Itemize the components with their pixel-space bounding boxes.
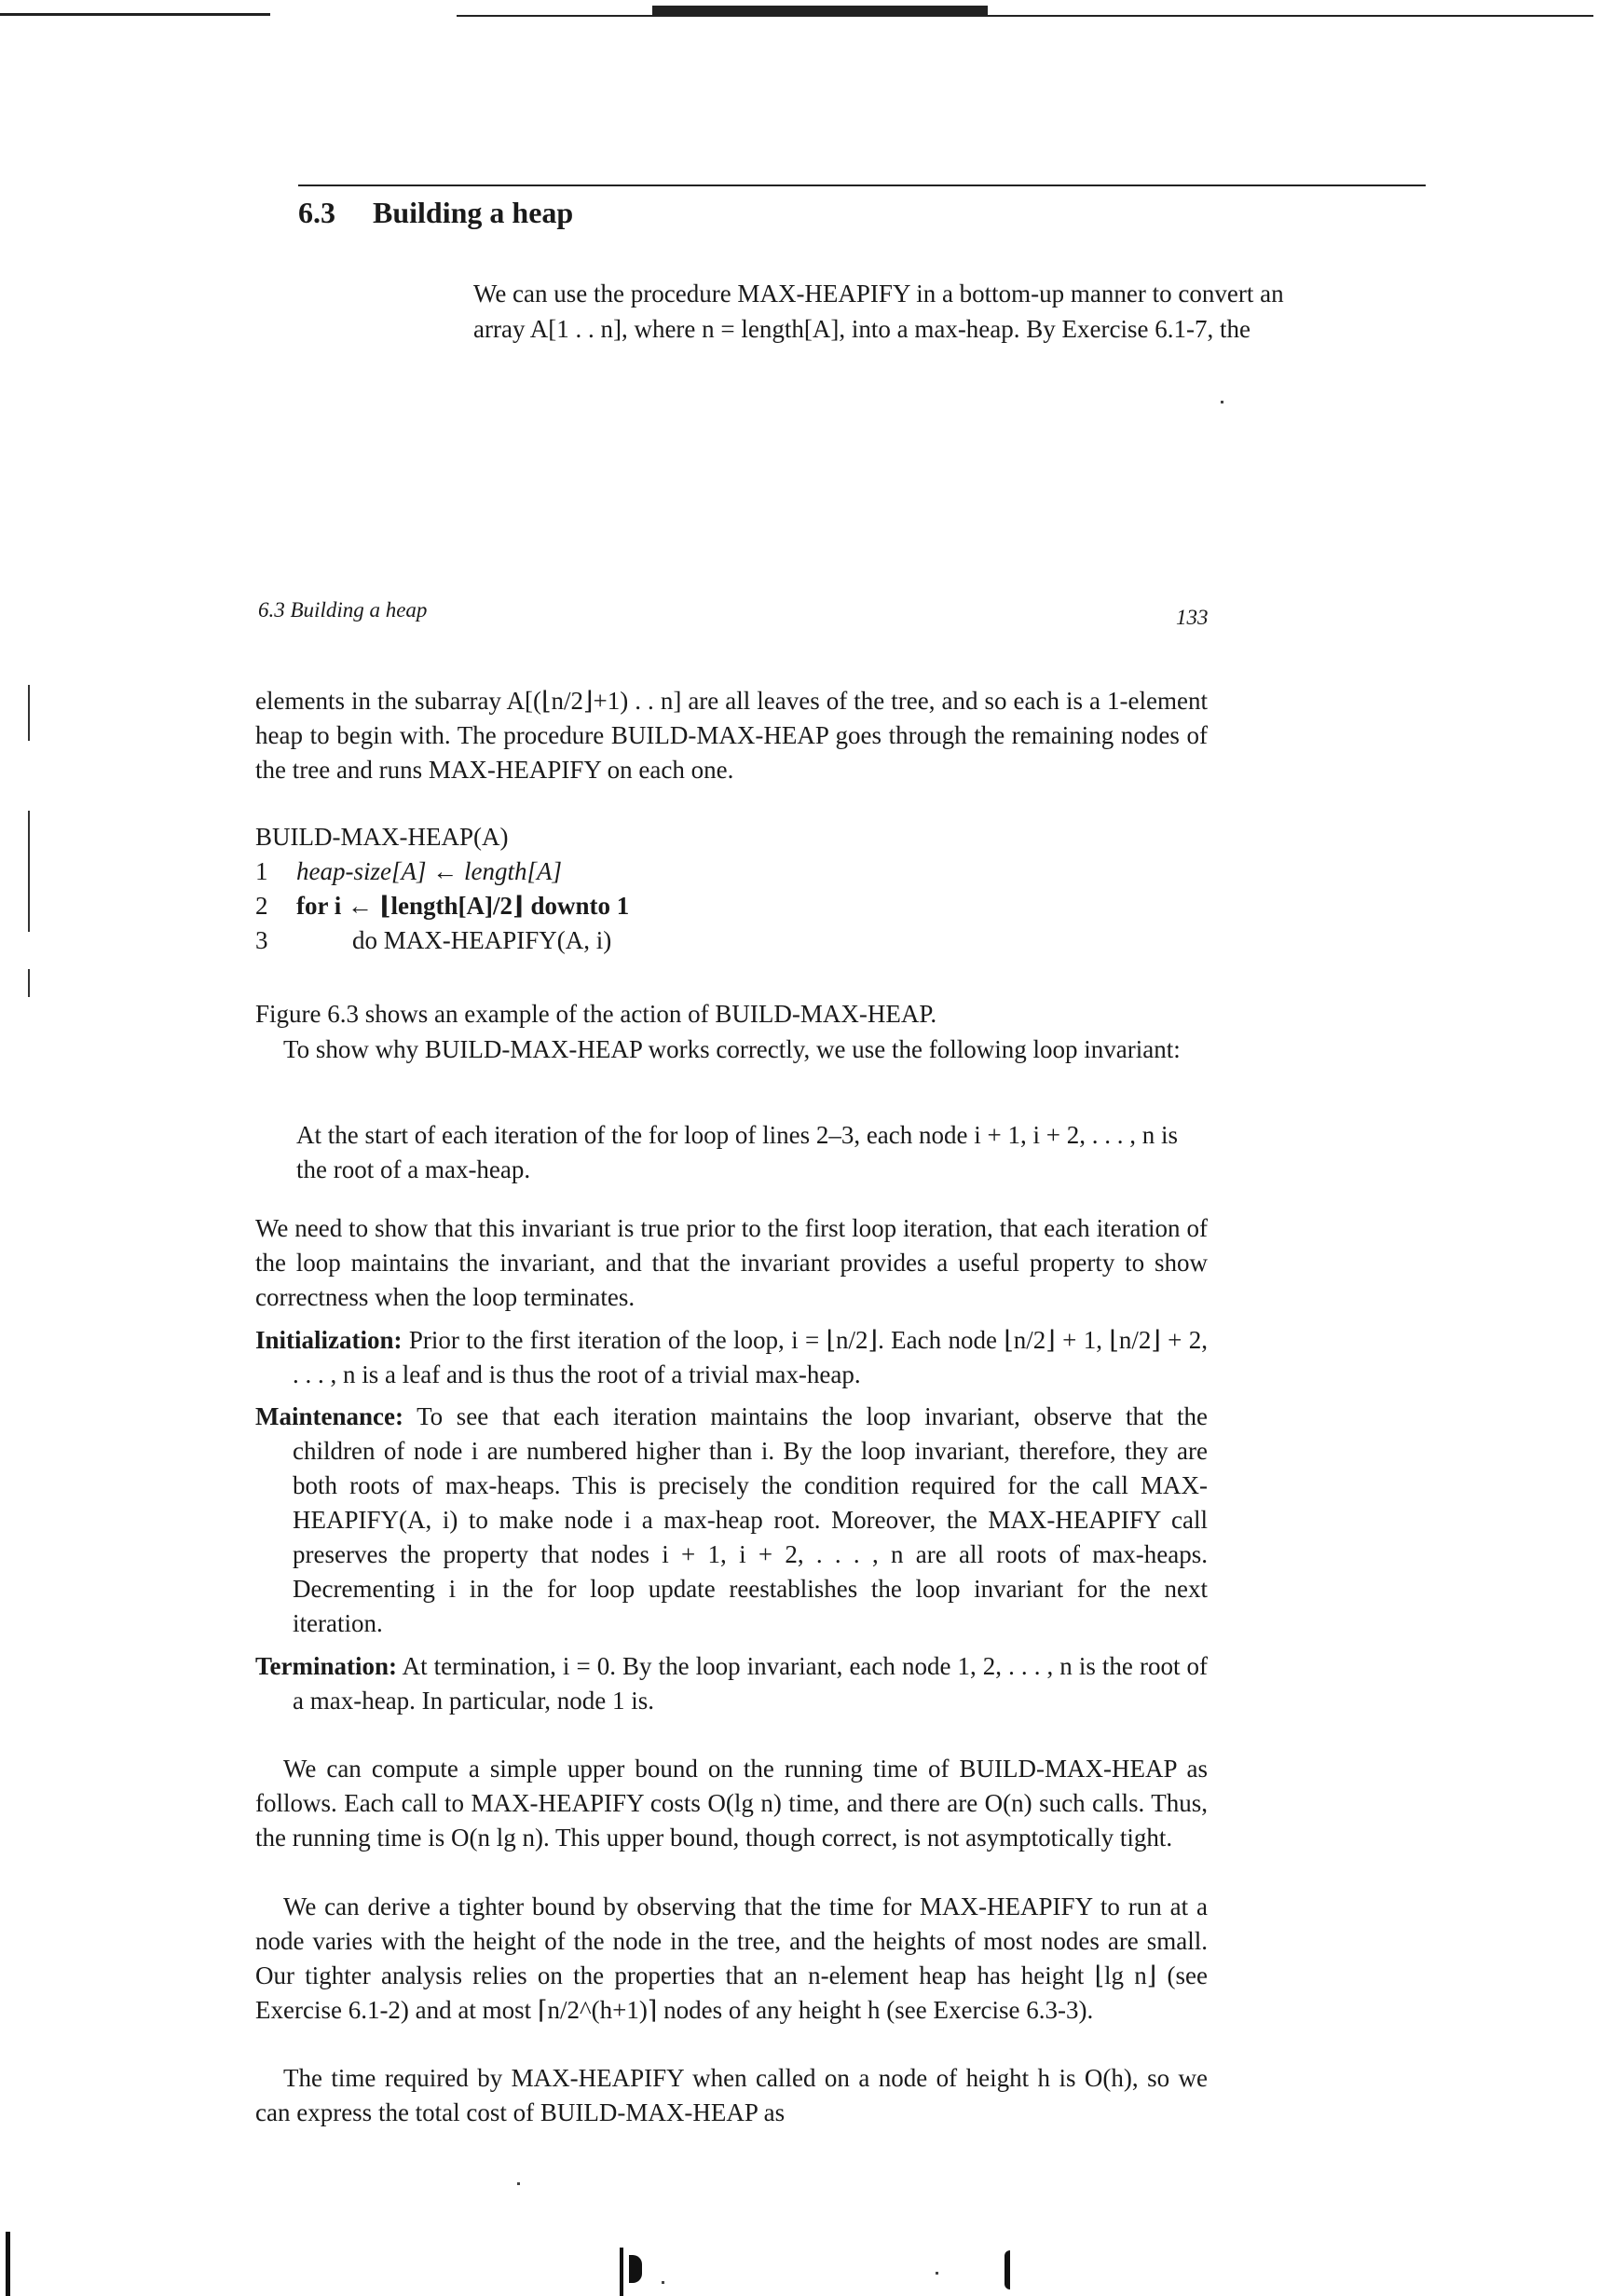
scan-mark xyxy=(6,2232,10,2296)
paragraph: To show why BUILD-MAX-HEAP works correctly, we use the following loop invariant: xyxy=(283,1035,1181,1063)
paragraph: Figure 6.3 shows an example of the action of BUILD-MAX-HEAP. xyxy=(255,1000,937,1028)
item-text: To see that each iteration maintains the loop invariant, observe that the children of node i are numbered higher than i. By the loop invariant, therefore, they are both roots of max-heaps. This is precisely the condition required for the call MAX-HEAPIFY(A, i) to make node i a max-heap root. Moreover, the MAX-HEAPIFY call preserves the property that nodes i + 1, i + 2, . . . , n are all roots of max-heaps. Decrementing i in the for loop update reestablishes the loop invariant for the next iteration. xyxy=(293,1402,1208,1637)
margin-mark xyxy=(28,685,30,741)
line-number: 3 xyxy=(255,926,268,954)
paragraph: We can compute a simple upper bound on the running time of BUILD-MAX-HEAP as follows. Each call to MAX-HEAPIFY costs O(lg n) time, and there are O(n) such calls. Thus, the running time is O(n lg n). This upper bound, though correct, is not asymptotically tight. xyxy=(255,1755,1208,1852)
code-line xyxy=(255,923,629,958)
running-head-title: 6.3 Building a heap xyxy=(258,598,428,622)
code-text: heap-size[A] ← length[A] xyxy=(296,857,562,885)
section-number: 6.3 xyxy=(298,196,335,229)
item-text: Prior to the first iteration of the loop, i = ⌊n/2⌋. Each node ⌊n/2⌋ + 1, ⌊n/2⌋ + 2, . . . , n is a leaf and is thus the root of a trivial max-heap. xyxy=(293,1326,1208,1388)
scan-speck xyxy=(936,2272,938,2275)
scan-speck xyxy=(662,2281,664,2284)
scan-edge-line xyxy=(457,15,1593,17)
pseudocode-block xyxy=(255,820,629,958)
section-heading xyxy=(298,196,573,230)
termination-item xyxy=(255,1649,1208,1718)
initialization-item xyxy=(255,1323,1208,1392)
code-line xyxy=(255,889,629,923)
paragraph: elements in the subarray A[(⌊n/2⌋+1) . . n] are all leaves of the tree, and so each is a 1-element heap to begin with. The procedure BUILD-MAX-HEAP goes through the remaining nodes of the tree and runs MAX-HEAPIFY on each one. xyxy=(255,687,1208,784)
code-text: for i ← ⌊length[A]/2⌋ downto 1 xyxy=(296,892,630,920)
intro-paragraph xyxy=(473,276,1426,347)
paragraph: We can derive a tighter bound by observing that the time for MAX-HEAPIFY to run at a node varies with the height of the node in the tree, and the heights of most nodes are small. Our tighter analysis relies on the properties that an n-element heap has height ⌊lg n⌋ (see Exercise 6.1-2) and at most ⌈n/2^(h+1)⌉ nodes of any height h (see Exercise 6.3-3). xyxy=(255,1893,1208,2024)
line-number: 1 xyxy=(255,857,268,885)
item-label: Maintenance: xyxy=(255,1402,403,1430)
scan-mark xyxy=(1004,2250,1010,2289)
procedure-name: BUILD-MAX-HEAP(A) xyxy=(255,823,509,851)
scan-mark xyxy=(620,2248,623,2296)
scan-edge-bar xyxy=(652,6,988,17)
scan-mark xyxy=(629,2255,642,2283)
section-rule xyxy=(298,184,1426,186)
item-label: Initialization: xyxy=(255,1326,403,1354)
margin-mark xyxy=(28,811,30,932)
intro-line: array A[1 . . n], where n = length[A], into a max-heap. By Exercise 6.1-7, the xyxy=(473,315,1250,343)
intro-line: We can use the procedure MAX-HEAPIFY in a bottom-up manner to convert an xyxy=(473,280,1284,308)
scan-speck xyxy=(1221,401,1223,403)
code-text: do MAX-HEAPIFY(A, i) xyxy=(352,926,612,954)
paragraph: The time required by MAX-HEAPIFY when called on a node of height h is O(h), so we can express the total cost of BUILD-MAX-HEAP as xyxy=(255,2064,1208,2126)
section-title: Building a heap xyxy=(373,196,574,229)
margin-mark xyxy=(28,969,30,997)
paragraph: We need to show that this invariant is true prior to the first loop iteration, that each iteration of the loop maintains the invariant, and that the invariant provides a useful property to show correctness when the loop terminates. xyxy=(255,1214,1208,1311)
loop-invariant: At the start of each iteration of the for loop of lines 2–3, each node i + 1, i + 2, . . . , n is the root of a max-heap. xyxy=(296,1121,1178,1183)
code-line xyxy=(255,854,629,889)
item-label: Termination: xyxy=(255,1652,398,1680)
scan-speck xyxy=(517,2182,520,2185)
page-number: 133 xyxy=(1176,606,1209,629)
item-text: At termination, i = 0. By the loop invariant, each node 1, 2, . . . , n is the root of a max-heap. In particular, node 1 is. xyxy=(293,1652,1208,1715)
scan-edge-line xyxy=(0,13,270,16)
line-number: 2 xyxy=(255,892,268,920)
maintenance-item xyxy=(255,1400,1208,1641)
